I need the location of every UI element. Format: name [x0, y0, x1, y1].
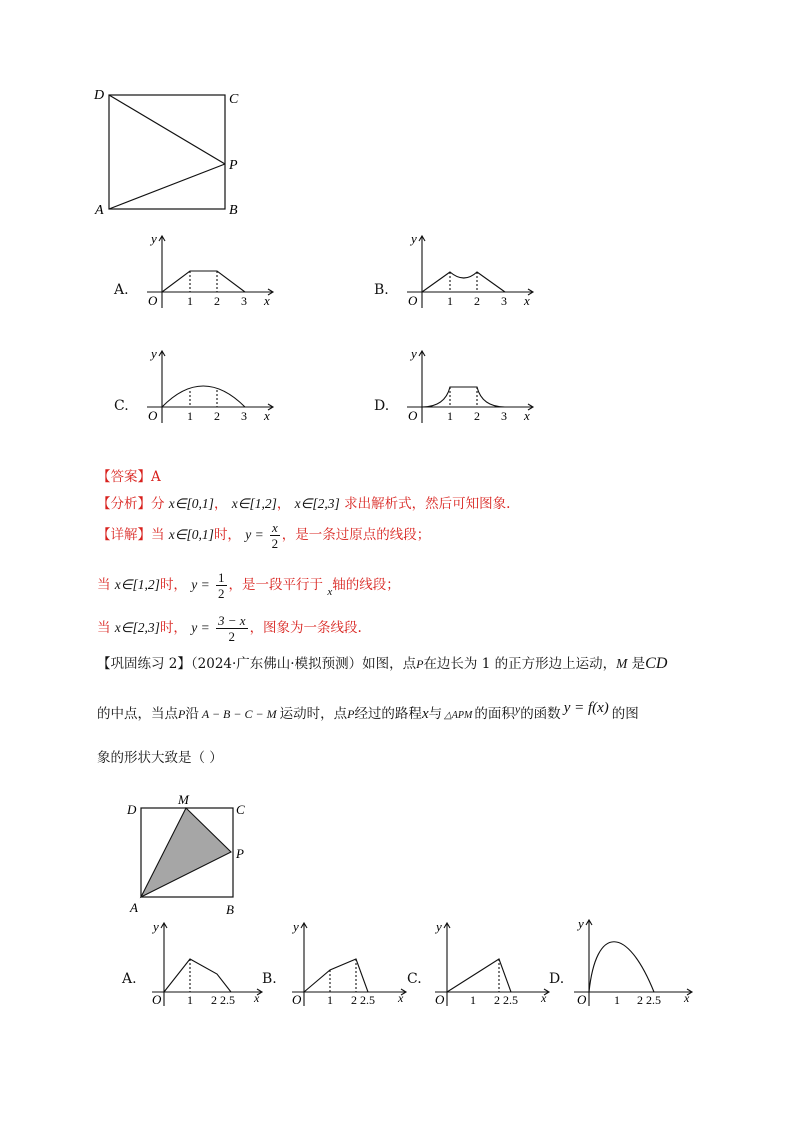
- q1-option-a-label: A.: [114, 282, 129, 298]
- origin-label: O: [292, 992, 302, 1007]
- tick-1: 1: [614, 993, 620, 1007]
- tick-2-5: 2.5: [220, 993, 235, 1007]
- y-axis-label: y: [411, 231, 417, 246]
- tick-2: 2: [474, 409, 480, 423]
- y-axis-label: y: [578, 916, 584, 931]
- q1-option-b-label: B.: [374, 282, 389, 298]
- tick-1: 1: [447, 294, 453, 308]
- tick-2: 2: [214, 409, 220, 423]
- x-axis-label: x: [264, 408, 270, 423]
- y-axis-label: y: [151, 231, 157, 246]
- q2-line-3: 象的形状大致是（ ）: [97, 750, 223, 766]
- x-axis-label: x: [524, 293, 530, 308]
- origin-label: O: [577, 992, 587, 1007]
- q2-tag: 【巩固练习 2】: [97, 656, 191, 672]
- detail-tag: 【详解】: [97, 527, 151, 543]
- q2-option-d-label: D.: [549, 971, 565, 987]
- q1-option-d-label: D.: [374, 398, 390, 414]
- vertex-m-label: M: [178, 792, 189, 807]
- tick-1: 1: [470, 993, 476, 1007]
- figure-square-apd: [90, 82, 250, 222]
- origin-label: O: [148, 408, 158, 423]
- q1-option-c-label: C.: [114, 398, 129, 414]
- tick-2: 2: [494, 993, 500, 1007]
- fraction-x-over-2: $\frac{x}{2}$: [271, 520, 279, 551]
- tick-2: 2: [211, 993, 217, 1007]
- interval-1: x∈[0,1]: [168, 496, 214, 511]
- y-axis-label: y: [153, 919, 159, 934]
- vertex-d-label: D: [127, 802, 137, 817]
- tick-3: 3: [501, 409, 507, 423]
- origin-label: O: [408, 408, 418, 423]
- tick-2-5: 2.5: [503, 993, 518, 1007]
- vertex-p-label: P: [229, 158, 238, 173]
- tick-2: 2: [214, 294, 220, 308]
- q2-option-b-label: B.: [262, 971, 277, 987]
- vertex-c-label: C: [229, 92, 239, 107]
- tick-1: 1: [327, 993, 333, 1007]
- fraction-1-over-2: $\frac{1}{2}$: [218, 570, 225, 601]
- tick-1: 1: [187, 409, 193, 423]
- q1-graph-a: [145, 230, 280, 312]
- x-axis-label: x: [254, 991, 260, 1005]
- q2-line-2: 的中点，当点P沿 A − B − C − M 运动时，点P经过的路程x与 △APM 的面积y的函数 y = f(x) 的图: [97, 700, 639, 722]
- tick-1: 1: [187, 294, 193, 308]
- x-axis-label: x: [541, 991, 547, 1005]
- tick-2-5: 2.5: [646, 993, 661, 1007]
- x-axis-label: x: [264, 293, 270, 308]
- interval-3: x∈[2,3]: [294, 496, 340, 511]
- tick-3: 3: [501, 294, 507, 308]
- answer-tag: 【答案】: [97, 469, 151, 485]
- q2-graph-c: [433, 918, 553, 1008]
- y-axis-label: y: [411, 346, 417, 361]
- vertex-a-label: A: [95, 203, 104, 218]
- vertex-b-label: B: [226, 902, 234, 917]
- q1-graph-c: [145, 345, 280, 427]
- q2-line-1: 【巩固练习 2】（2024·广东佛山·模拟预测）如图，点P在边长为 1 的正方形边上运动，M 是CD: [97, 655, 668, 672]
- origin-label: O: [148, 293, 158, 308]
- vertex-p-label: P: [236, 846, 244, 861]
- figure-square-apm: [120, 790, 260, 920]
- y-axis-label: y: [293, 919, 299, 934]
- tick-2: 2: [351, 993, 357, 1007]
- origin-label: O: [408, 293, 418, 308]
- tick-3: 3: [241, 409, 247, 423]
- detail-line-1: 【详解】当 x∈[0,1]时， y = $\frac{x}{2}$ ，是一条过原点的线段；: [97, 520, 431, 551]
- tick-3: 3: [241, 294, 247, 308]
- tick-2: 2: [474, 294, 480, 308]
- shaded-triangle-apm: [141, 808, 231, 897]
- vertex-c-label: C: [236, 802, 245, 817]
- y-axis-label: y: [436, 919, 442, 934]
- detail-line-2: 当 x∈[1,2]时， y = $\frac{1}{2}$ ，是一段平行于 $_x$轴的线段；: [97, 570, 400, 601]
- origin-label: O: [435, 992, 445, 1007]
- q2-graph-d: [572, 915, 697, 1008]
- vertex-b-label: B: [229, 203, 238, 218]
- x-axis-label: x: [684, 991, 690, 1005]
- analysis-tag: 【分析】: [97, 496, 151, 512]
- answer-value: A: [151, 469, 161, 485]
- q2-graph-a: [150, 918, 265, 1008]
- vertex-a-label: A: [130, 900, 138, 915]
- analysis-line: 【分析】分 x∈[0,1]， x∈[1,2]， x∈[2,3] 求出解析式，然后可知图象.: [97, 496, 511, 512]
- x-axis-label: x: [524, 408, 530, 423]
- vertex-d-label: D: [94, 88, 105, 103]
- q2-graph-b: [290, 918, 410, 1008]
- detail-line-3: 当 x∈[2,3]时， y = $\frac{3 - x}{2}$ ，图象为一条线段.: [97, 613, 362, 644]
- tick-2-5: 2.5: [360, 993, 375, 1007]
- fraction-3-minus-x-over-2: $\frac{3 - x}{2}$: [218, 613, 246, 644]
- q2-option-a-label: A.: [122, 971, 137, 987]
- q1-graph-d: [405, 345, 540, 427]
- x-axis-label: x: [398, 991, 404, 1005]
- tick-2: 2: [637, 993, 643, 1007]
- tick-1: 1: [187, 993, 193, 1007]
- interval-2: x∈[1,2]: [231, 496, 277, 511]
- tick-1: 1: [447, 409, 453, 423]
- origin-label: O: [152, 992, 162, 1007]
- y-axis-label: y: [151, 346, 157, 361]
- q2-option-c-label: C.: [407, 971, 422, 987]
- answer-line: [97, 465, 161, 485]
- q1-graph-b: [405, 230, 540, 312]
